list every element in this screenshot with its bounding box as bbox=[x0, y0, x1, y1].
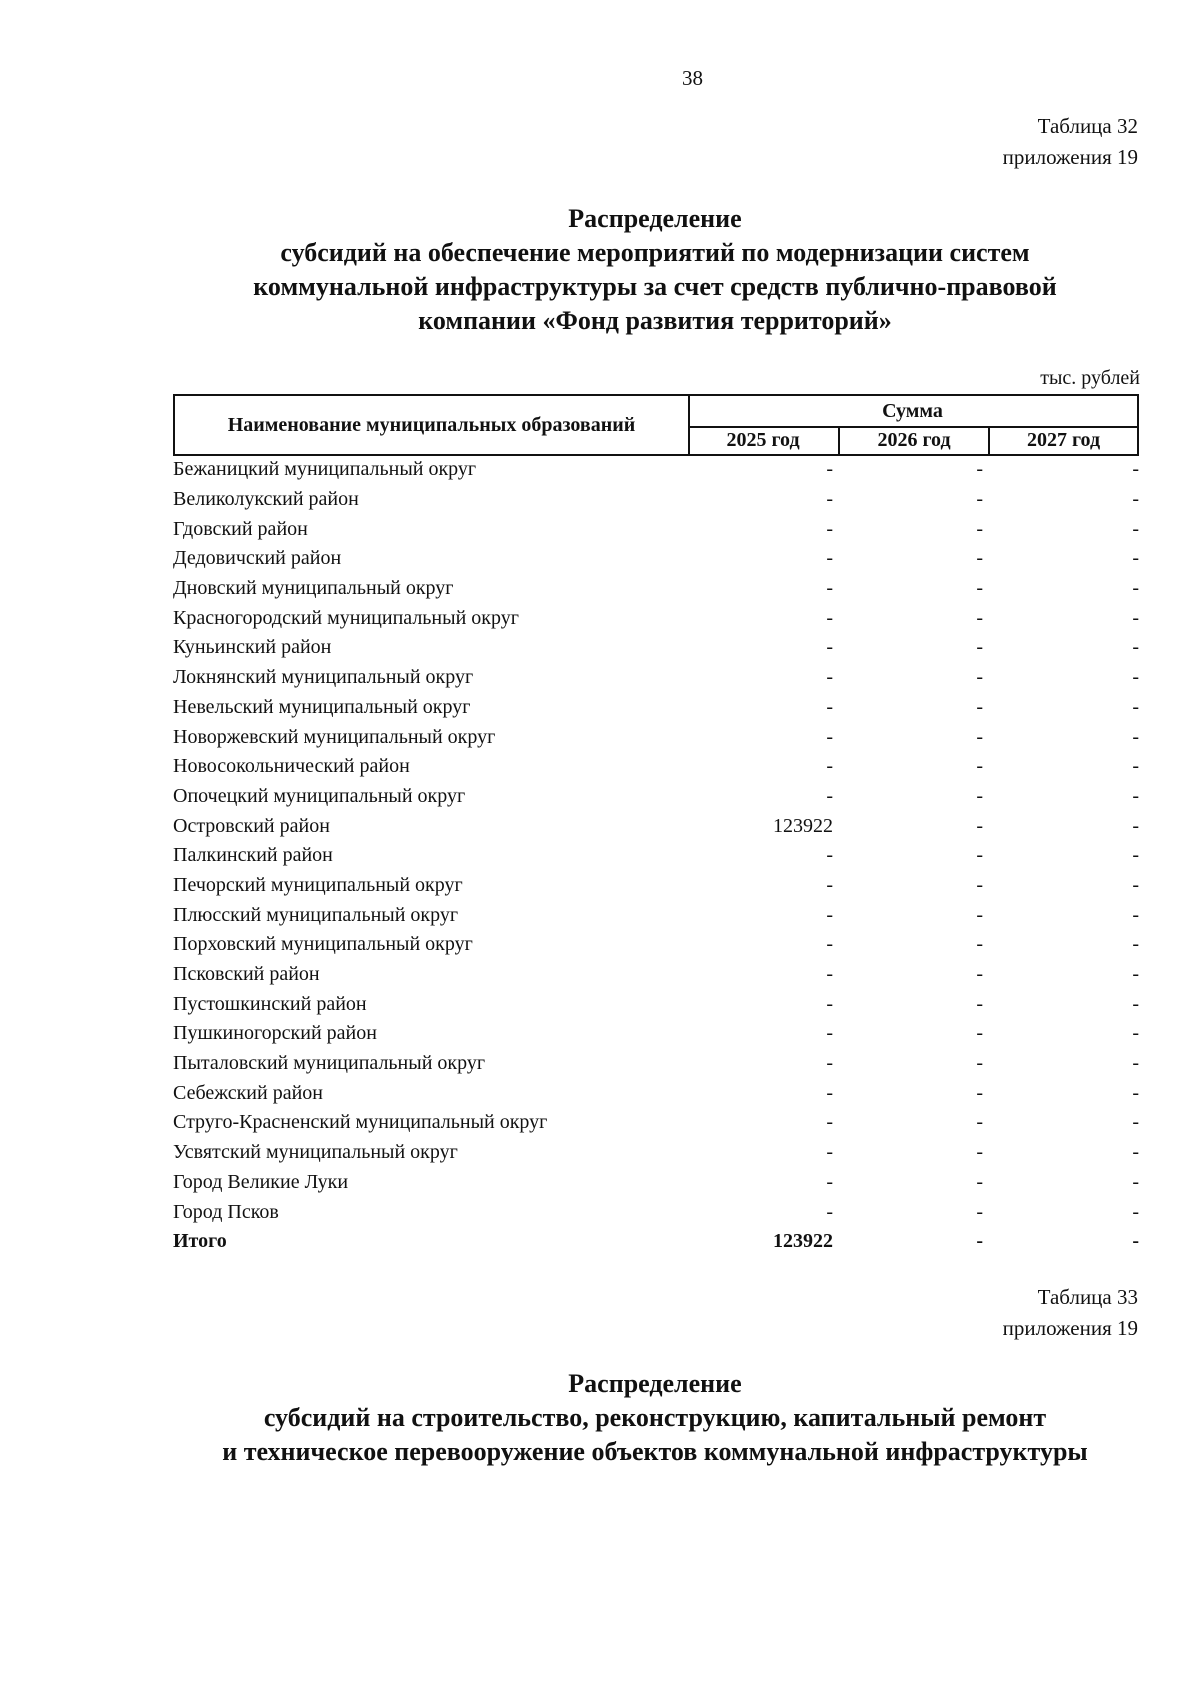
table-row bbox=[173, 1108, 1139, 1138]
value-2027: - bbox=[1132, 1230, 1139, 1253]
table-row bbox=[173, 633, 1139, 663]
table-row bbox=[173, 1078, 1139, 1108]
value-2025: - bbox=[826, 695, 833, 718]
value-2027: - bbox=[1132, 784, 1139, 807]
units-label: тыс. рублей bbox=[1040, 367, 1140, 389]
value-2026: - bbox=[976, 814, 983, 837]
value-2027: - bbox=[1132, 844, 1139, 867]
value-2025: - bbox=[826, 1170, 833, 1193]
value-2026: - bbox=[976, 933, 983, 956]
table-row bbox=[173, 811, 1139, 841]
value-2026: - bbox=[976, 784, 983, 807]
table-row bbox=[173, 989, 1139, 1019]
value-2025: - bbox=[826, 1111, 833, 1134]
value-2026: - bbox=[976, 873, 983, 896]
table32-ref-line2: приложения 19 bbox=[1002, 145, 1138, 169]
value-2025: - bbox=[826, 666, 833, 689]
value-2025: - bbox=[826, 1081, 833, 1104]
row-name: Плюсский муниципальный округ bbox=[173, 903, 459, 926]
value-2026: - bbox=[976, 606, 983, 629]
table-row bbox=[173, 663, 1139, 693]
table-row bbox=[173, 574, 1139, 604]
row-name: Опочецкий муниципальный округ bbox=[173, 784, 466, 807]
value-2027: - bbox=[1132, 992, 1139, 1015]
value-2026: - bbox=[976, 1081, 983, 1104]
row-name: Усвятский муниципальный округ bbox=[173, 1141, 458, 1164]
value-2027: - bbox=[1132, 1081, 1139, 1104]
value-2027: - bbox=[1132, 1170, 1139, 1193]
row-name: Пыталовский муниципальный округ bbox=[173, 1052, 486, 1075]
row-name: Город Великие Луки bbox=[173, 1170, 349, 1193]
table-row bbox=[173, 1138, 1139, 1168]
value-2026: - bbox=[976, 903, 983, 926]
value-2027: - bbox=[1132, 933, 1139, 956]
value-2025: - bbox=[826, 1022, 833, 1045]
value-2025: - bbox=[826, 903, 833, 926]
table33-title-line1: Распределение bbox=[568, 1369, 742, 1398]
value-2026: - bbox=[976, 1200, 983, 1223]
table32-ref-line1: Таблица 32 bbox=[1037, 114, 1138, 138]
value-2025: - bbox=[826, 636, 833, 659]
value-2027: - bbox=[1132, 517, 1139, 540]
value-2027: - bbox=[1132, 903, 1139, 926]
table33-ref-line1: Таблица 33 bbox=[1037, 1285, 1138, 1309]
table-row bbox=[173, 722, 1139, 752]
table-row bbox=[173, 782, 1139, 812]
value-2025: - bbox=[826, 547, 833, 570]
table33-title-line2: субсидий на строительство, реконструкцию, капитальный ремонт bbox=[263, 1403, 1047, 1432]
row-name: Дедовичский район bbox=[173, 547, 342, 570]
table-row bbox=[173, 1049, 1139, 1079]
value-2026: - bbox=[976, 963, 983, 986]
value-2027: - bbox=[1132, 695, 1139, 718]
value-2025: - bbox=[826, 458, 833, 481]
value-2026: - bbox=[976, 1141, 983, 1164]
table33-title-line3: и техническое перевооружение объектов коммунальной инфраструктуры bbox=[222, 1437, 1088, 1466]
value-2026: - bbox=[976, 636, 983, 659]
value-2025: - bbox=[826, 784, 833, 807]
value-2026: - bbox=[976, 666, 983, 689]
value-2026: - bbox=[976, 755, 983, 778]
value-2026: - bbox=[976, 547, 983, 570]
table-row bbox=[173, 693, 1139, 723]
header-year-2026: 2026 год bbox=[840, 426, 990, 454]
value-2027: - bbox=[1132, 1022, 1139, 1045]
value-2027: - bbox=[1132, 458, 1139, 481]
value-2026: - bbox=[976, 1170, 983, 1193]
table-row bbox=[173, 900, 1139, 930]
value-2025: - bbox=[826, 488, 833, 511]
row-name: Псковский район bbox=[173, 963, 320, 986]
table-row bbox=[173, 960, 1139, 990]
value-2026: - bbox=[976, 1230, 983, 1253]
value-2025: - bbox=[826, 1052, 833, 1075]
table-row bbox=[173, 1197, 1139, 1227]
value-2027: - bbox=[1132, 755, 1139, 778]
row-name: Невельский муниципальный округ bbox=[173, 695, 471, 718]
header-year-2027: 2027 год bbox=[1026, 428, 1101, 451]
row-name: Бежаницкий муниципальный округ bbox=[173, 458, 477, 481]
value-2025: - bbox=[826, 873, 833, 896]
table-body bbox=[173, 455, 1139, 1257]
value-2027: - bbox=[1132, 1052, 1139, 1075]
value-2026: - bbox=[976, 844, 983, 867]
value-2025: - bbox=[826, 577, 833, 600]
value-2026: - bbox=[976, 577, 983, 600]
table33-ref-line2: приложения 19 bbox=[1002, 1316, 1138, 1340]
row-name: Себежский район bbox=[173, 1081, 323, 1104]
row-name: Печорский муниципальный округ bbox=[173, 873, 463, 896]
row-name: Великолукский район bbox=[173, 488, 359, 511]
value-2026: - bbox=[976, 1111, 983, 1134]
value-2026: - bbox=[976, 992, 983, 1015]
table32-title-line1: Распределение bbox=[568, 204, 742, 233]
value-2025: - bbox=[826, 933, 833, 956]
table-row bbox=[173, 841, 1139, 871]
value-2027: - bbox=[1132, 1111, 1139, 1134]
value-2027: - bbox=[1132, 725, 1139, 748]
table33-title bbox=[170, 1367, 1140, 1469]
value-2026: - bbox=[976, 1052, 983, 1075]
value-2027: - bbox=[1132, 814, 1139, 837]
row-name: Дновский муниципальный округ bbox=[173, 577, 454, 600]
total-row bbox=[173, 1227, 1139, 1257]
table-row bbox=[173, 871, 1139, 901]
row-name: Островский район bbox=[173, 814, 330, 837]
table-row bbox=[173, 930, 1139, 960]
table32-title bbox=[170, 202, 1140, 338]
value-2025: - bbox=[826, 725, 833, 748]
table32-title-line2: субсидий на обеспечение мероприятий по модернизации систем bbox=[280, 238, 1030, 267]
table-row bbox=[173, 544, 1139, 574]
row-name: Итого bbox=[173, 1230, 227, 1253]
table-row bbox=[173, 752, 1139, 782]
value-2027: - bbox=[1132, 547, 1139, 570]
value-2026: - bbox=[976, 695, 983, 718]
header-name-column: Наименование муниципальных образований bbox=[175, 396, 690, 454]
header-year-2025: 2025 год bbox=[688, 426, 840, 454]
row-name: Новоржевский муниципальный округ bbox=[173, 725, 496, 748]
value-2027: - bbox=[1132, 963, 1139, 986]
value-2026: - bbox=[976, 458, 983, 481]
row-name: Струго-Красненский муниципальный округ bbox=[173, 1111, 548, 1134]
value-2025: - bbox=[826, 1141, 833, 1164]
value-2025: - bbox=[826, 1200, 833, 1223]
value-2027: - bbox=[1132, 1141, 1139, 1164]
value-2027: - bbox=[1132, 666, 1139, 689]
row-name: Пушкиногорский район bbox=[173, 1022, 377, 1045]
value-2025: - bbox=[826, 992, 833, 1015]
value-2025: 123922 bbox=[773, 1230, 833, 1253]
table32-reference bbox=[1003, 111, 1138, 173]
row-name: Куньинский район bbox=[173, 636, 332, 659]
page-number: 38 bbox=[682, 66, 703, 90]
value-2027: - bbox=[1132, 636, 1139, 659]
value-2025: - bbox=[826, 517, 833, 540]
row-name: Пустошкинский район bbox=[173, 992, 367, 1015]
value-2027: - bbox=[1132, 606, 1139, 629]
value-2025: - bbox=[826, 755, 833, 778]
table-row bbox=[173, 455, 1139, 485]
value-2025: - bbox=[826, 963, 833, 986]
table-row bbox=[173, 603, 1139, 633]
row-name: Локнянский муниципальный округ bbox=[173, 666, 474, 689]
value-2027: - bbox=[1132, 873, 1139, 896]
table-row bbox=[173, 485, 1139, 515]
row-name: Город Псков bbox=[173, 1200, 279, 1223]
value-2025: 123922 bbox=[773, 814, 833, 837]
value-2026: - bbox=[976, 488, 983, 511]
row-name: Красногородский муниципальный округ bbox=[173, 606, 519, 629]
table32-title-line3: коммунальной инфраструктуры за счет средств публично-правовой bbox=[253, 272, 1057, 301]
header-sum: Сумма bbox=[688, 396, 1137, 428]
row-name: Порховский муниципальный округ bbox=[173, 933, 473, 956]
table-row bbox=[173, 1168, 1139, 1198]
table-header bbox=[173, 394, 1139, 456]
value-2026: - bbox=[976, 1022, 983, 1045]
table-row bbox=[173, 1019, 1139, 1049]
value-2025: - bbox=[826, 844, 833, 867]
value-2026: - bbox=[976, 517, 983, 540]
table32-title-line4: компании «Фонд развития территорий» bbox=[418, 306, 892, 335]
value-2027: - bbox=[1132, 577, 1139, 600]
value-2027: - bbox=[1132, 1200, 1139, 1223]
value-2026: - bbox=[976, 725, 983, 748]
row-name: Гдовский район bbox=[173, 517, 308, 540]
value-2025: - bbox=[826, 606, 833, 629]
value-2027: - bbox=[1132, 488, 1139, 511]
table33-reference bbox=[1003, 1282, 1138, 1344]
row-name: Новосокольнический район bbox=[173, 755, 410, 778]
table-row bbox=[173, 514, 1139, 544]
row-name: Палкинский район bbox=[173, 844, 333, 867]
